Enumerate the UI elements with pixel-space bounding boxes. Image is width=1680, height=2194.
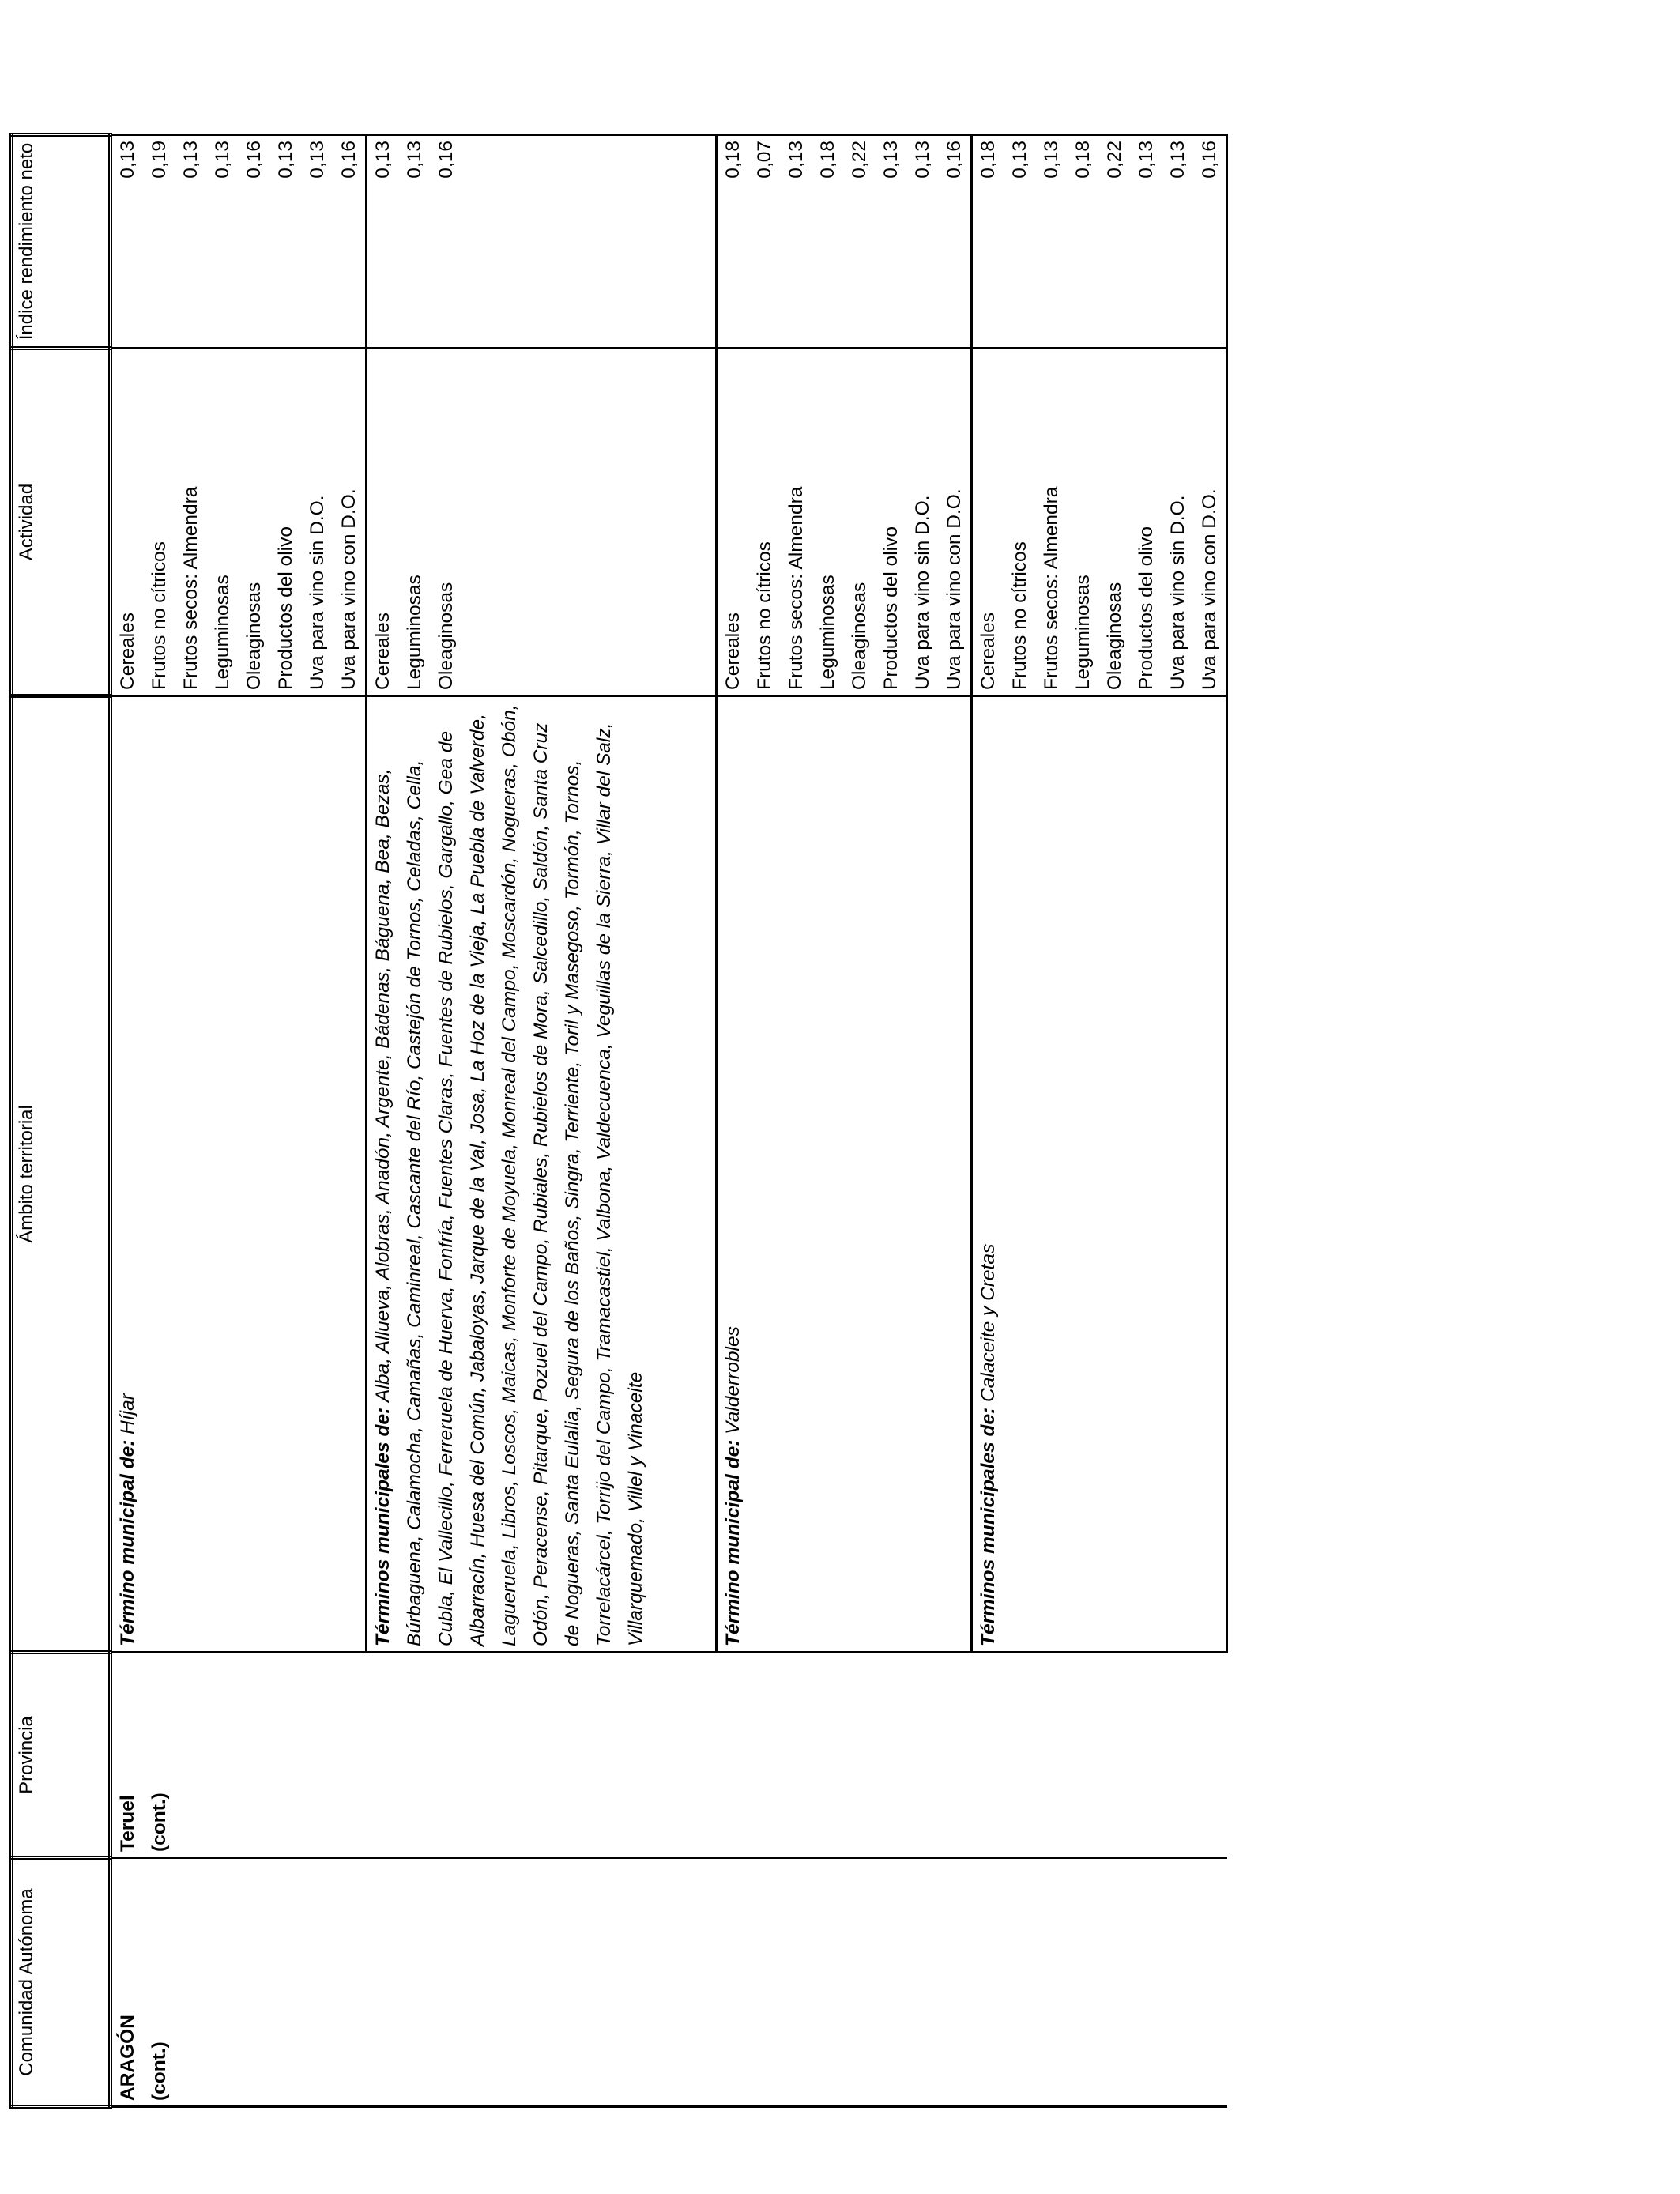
ambito-value: Calaceite y Cretas [977,1243,999,1402]
header-ambito: Ámbito territorial [12,696,111,1653]
header-provincia: Provincia [12,1653,111,1858]
indice-item: 0,13 [1041,141,1062,179]
actividad-item: Oleaginosas [849,582,870,690]
actividad-item: Leguminosas [404,575,425,690]
actividad-item: Uva para vino con D.O. [944,488,965,690]
actividad-cell [367,349,717,696]
actividad-item: Leguminosas [817,575,838,690]
indice-item: 0,13 [275,141,296,179]
indice-item: 0,16 [435,141,457,179]
actividad-item: Leguminosas [1072,575,1094,690]
table-header [12,135,111,2107]
ambito-value: Híjar [117,1393,138,1434]
actividad-cell [717,349,972,696]
actividad-item: Uva para vino con D.O. [338,488,360,690]
header-indice: Índice rendimiento neto [12,135,111,349]
actividad-item: Productos del olivo [275,526,296,690]
actividad-item: Oleaginosas [243,582,265,690]
indice-item: 0,13 [1136,141,1157,179]
actividad-item: Frutos secos: Almendra [180,486,202,690]
indice-item: 0,13 [1167,141,1188,179]
indice-cell [972,135,1227,349]
indice-item: 0,16 [243,141,265,179]
actividad-item: Productos del olivo [880,526,902,690]
actividad-item: Frutos no cítricos [754,541,775,690]
comunidad-note: (cont.) [149,2041,170,2101]
indice-item: 0,18 [1072,141,1094,179]
indice-item: 0,22 [1104,141,1125,179]
ambito-value: Alba, Allueva, Alobras, Anadón, Argente, Bádenas, Báguena, Bea, Bezas, Búrbaguena, Calamocha, Camañas, Caminreal, Cascante del Río, Castejón de Tornos, Celadas, Cella, Cubla, El Vallecillo, Ferreruela de Huerva, Fonfría, Fuentes Claras, Fuentes de Rubielos, Gargallo, Gea de Albarracín, Huesa del Común, Jabaloyas, Jarque de la Val, Josa, La Hoz de la Vieja, La Puebla de Valverde, Lagueruela, Libros, Loscos, Maicas, Monforte de Moyuela, Monreal del Campo, Moscardón, Nogueras, Obón, Odón, Peracense, Pitarque, Pozuel del Campo, Rubiales, Rubielos de Mora, Salcedillo, Saldón, Santa Cruz de Nogueras, Santa Eulalia, Segura de los Baños, Singra, Terriente, Toril y Masegoso, Tormón, Tornos, Torrelacárcel, Torrijo del Campo, Tramacastiel, Valbona, Valdecuenca, Veguillas de la Sierra, Villar del Salz, Villarquemado, Villel y Vinaceite [372,704,646,1646]
indice-item: 0,16 [944,141,965,179]
ambito-cell [367,696,717,1653]
indice-item: 0,18 [977,141,999,179]
actividad-item: Leguminosas [212,575,233,690]
indice-item: 0,22 [849,141,870,179]
actividad-item: Cereales [372,612,394,690]
indice-cell [717,135,972,349]
actividad-item: Cereales [117,612,138,690]
ambito-value: Valderrobles [722,1326,744,1434]
header-actividad: Actividad [12,349,111,696]
actividad-cell [111,349,367,696]
ambito-cell [717,696,972,1653]
indice-item: 0,13 [404,141,425,179]
actividad-cell [972,349,1227,696]
indice-item: 0,07 [754,141,775,179]
actividad-item: Uva para vino con D.O. [1199,488,1220,690]
actividad-item: Uva para vino sin D.O. [912,495,933,690]
actividad-item: Oleaginosas [1104,582,1125,690]
actividad-item: Cereales [722,612,744,690]
ambito-label: Término municipal de: [117,1439,138,1646]
ambito-cell [972,696,1227,1653]
indice-item: 0,13 [212,141,233,179]
indice-cell [111,135,367,349]
indice-item: 0,16 [1199,141,1220,179]
actividad-item: Frutos no cítricos [149,541,170,690]
indice-item: 0,13 [117,141,138,179]
ambito-label: Términos municipales de: [372,1407,394,1646]
comunidad-name: ARAGÓN [117,2015,138,2101]
indice-cell [367,135,717,349]
indice-item: 0,13 [372,141,394,179]
rendimiento-table [9,133,1228,2109]
indice-item: 0,13 [912,141,933,179]
actividad-item: Uva para vino sin D.O. [307,495,328,690]
actividad-item: Frutos no cítricos [1009,541,1030,690]
provincia-cell [111,1653,1227,1858]
ambito-cell [111,696,367,1653]
actividad-item: Productos del olivo [1136,526,1157,690]
actividad-item: Cereales [977,612,999,690]
table-row [111,135,367,2107]
indice-item: 0,16 [338,141,360,179]
ambito-label: Término municipal de: [722,1439,744,1646]
indice-item: 0,13 [785,141,807,179]
actividad-item: Frutos secos: Almendra [1041,486,1062,690]
indice-item: 0,13 [307,141,328,179]
indice-item: 0,18 [817,141,838,179]
ambito-label: Términos municipales de: [977,1407,999,1646]
provincia-note: (cont.) [149,1793,170,1852]
indice-item: 0,13 [180,141,202,179]
indice-item: 0,18 [722,141,744,179]
actividad-item: Frutos secos: Almendra [785,486,807,690]
comunidad-cell [111,1858,1227,2107]
header-comunidad: Comunidad Autónoma [12,1858,111,2107]
rotated-page [9,10,1220,2109]
provincia-name: Teruel [117,1795,138,1852]
actividad-item: Oleaginosas [435,582,457,690]
indice-item: 0,19 [149,141,170,179]
indice-item: 0,13 [880,141,902,179]
indice-item: 0,13 [1009,141,1030,179]
actividad-item: Uva para vino sin D.O. [1167,495,1188,690]
